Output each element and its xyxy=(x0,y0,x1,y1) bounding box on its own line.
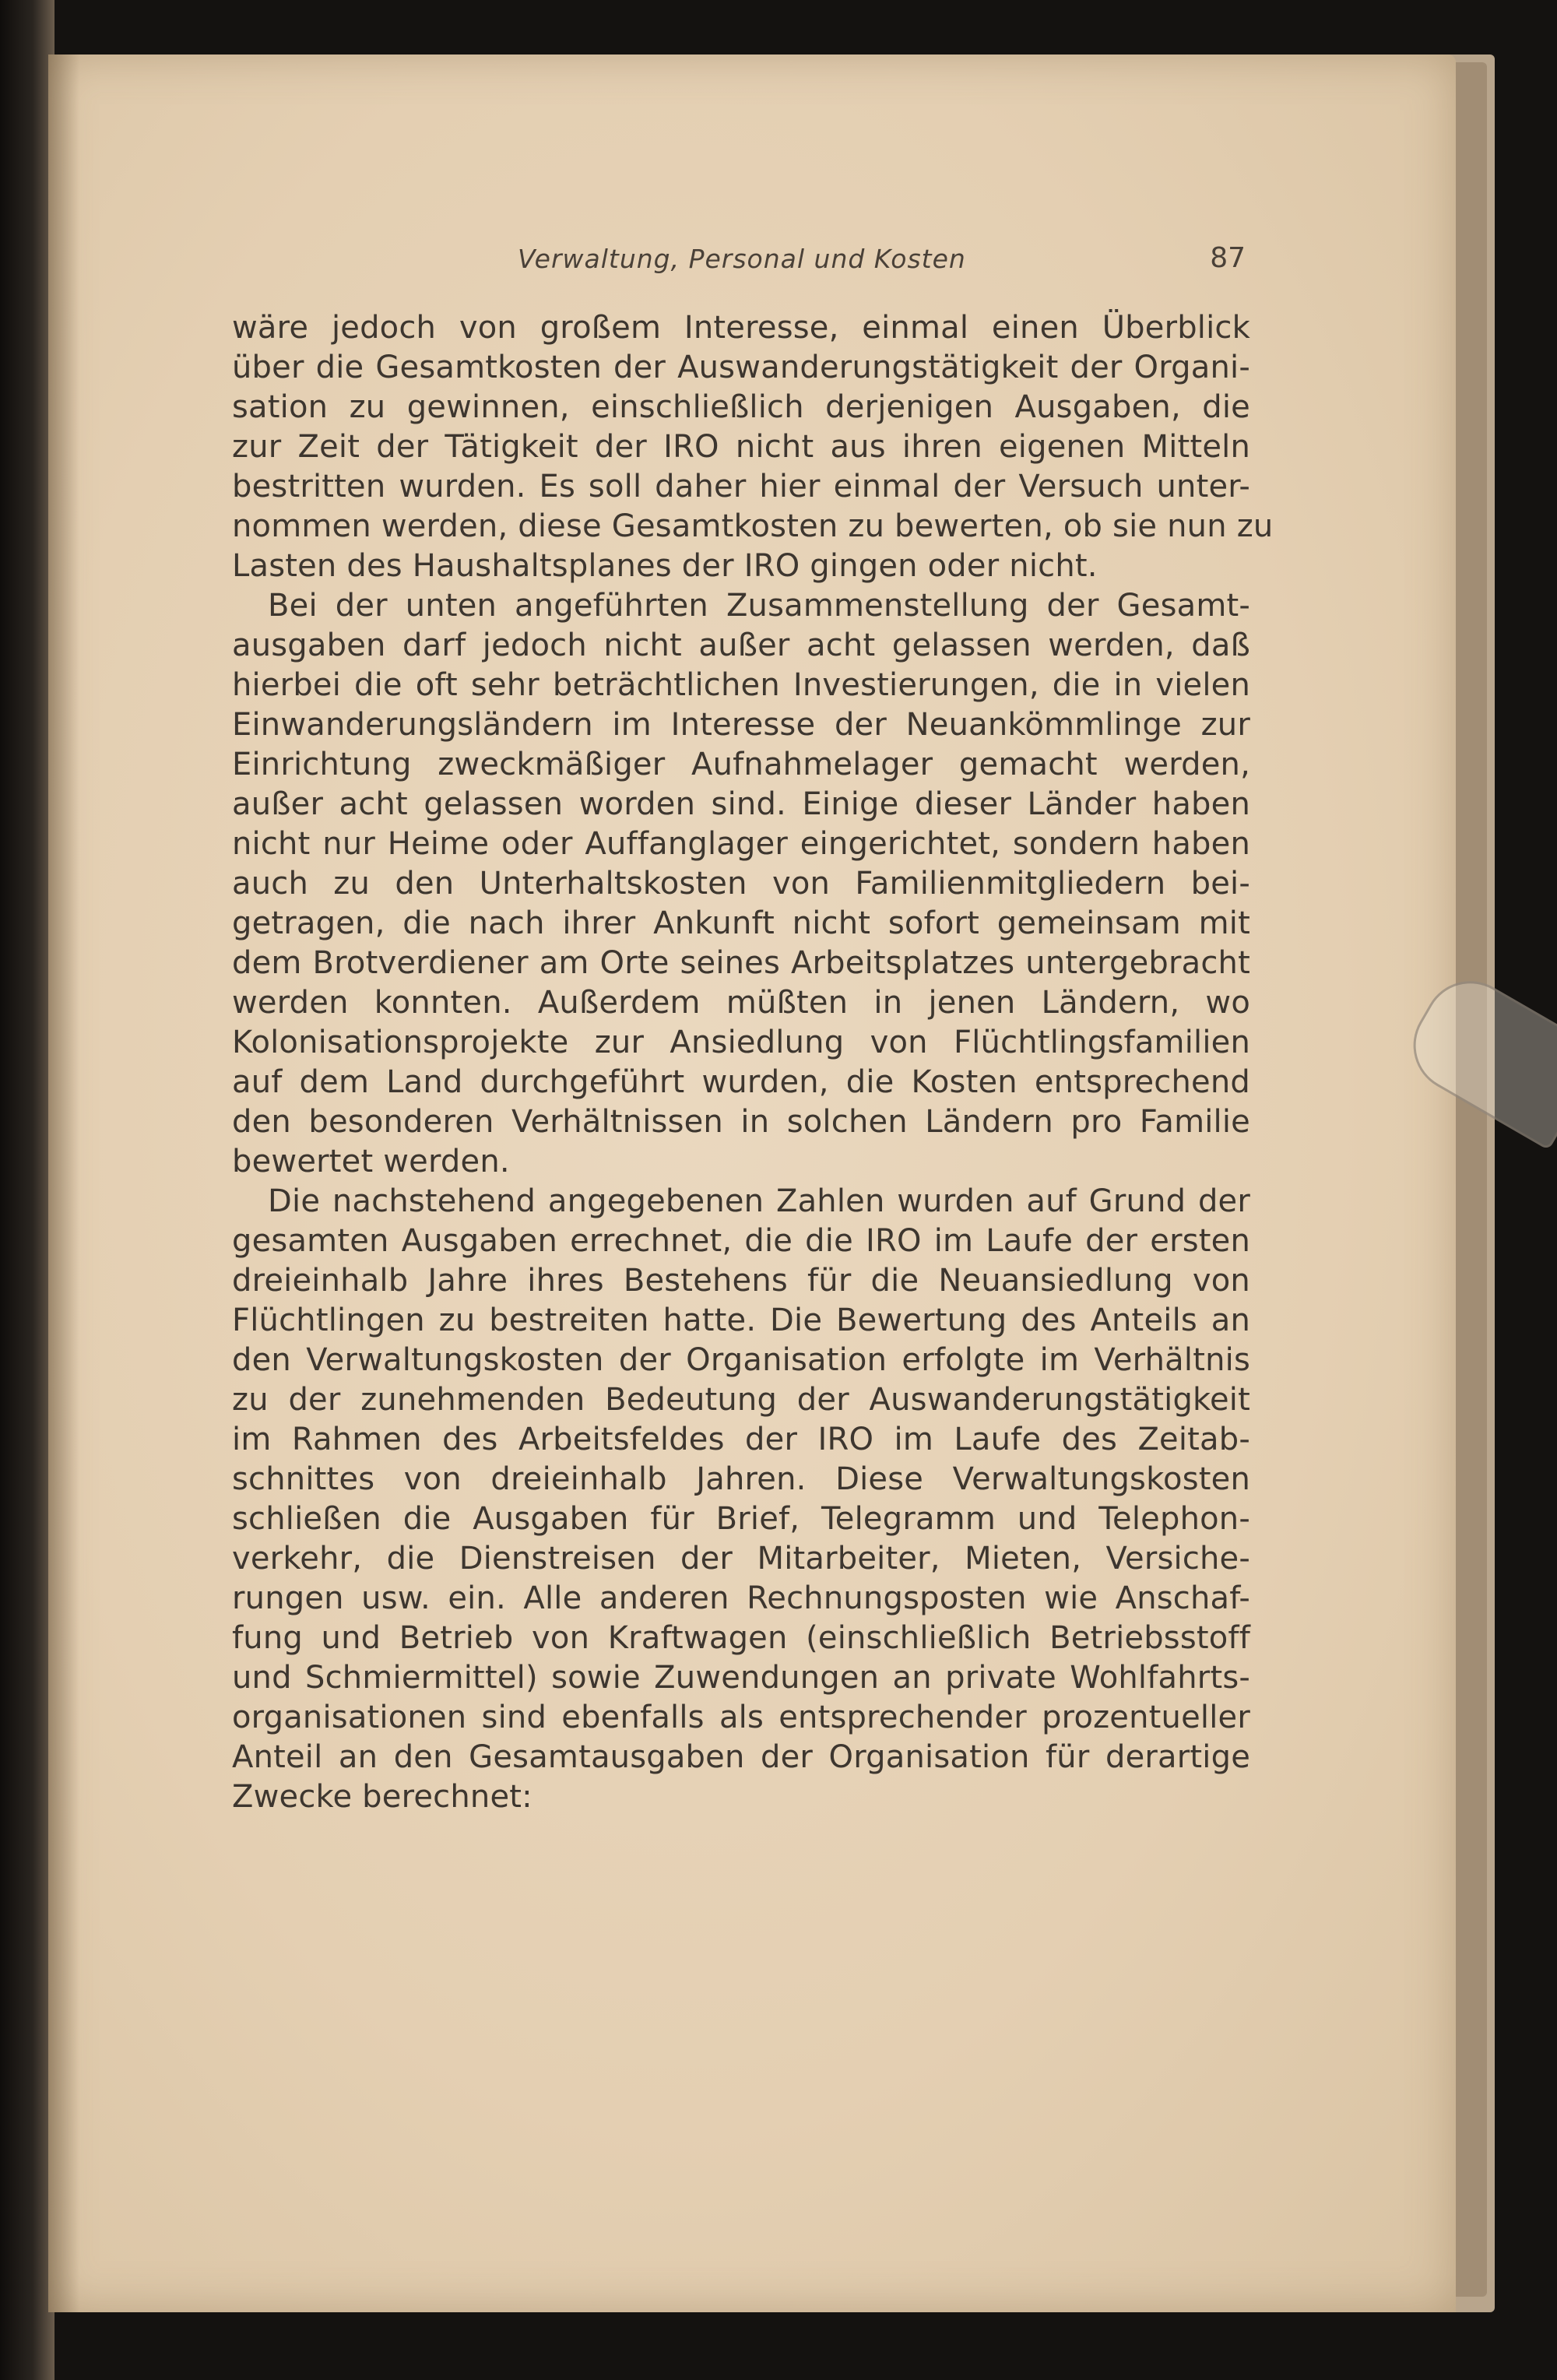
text-line: Zwecke berechnet: xyxy=(232,1779,532,1815)
text-line: Einwanderungsländern im Interesse der Neuankömmlinge zur xyxy=(232,707,1250,743)
text-line: Kolonisationsprojekte zur Ansiedlung von Flüchtlingsfamilien xyxy=(232,1025,1250,1060)
text-line: über die Gesamtkosten der Auswanderungstätigkeit der Organi- xyxy=(232,350,1250,385)
text-line: werden konnten. Außerdem müßten in jenen Ländern, wo xyxy=(232,985,1250,1021)
text-line: bewertet werden. xyxy=(232,1144,510,1179)
text-line: getragen, die nach ihrer Ankunft nicht sofort gemeinsam mit xyxy=(232,905,1250,941)
text-line: ausgaben darf jedoch nicht außer acht gelassen werden, daß xyxy=(232,628,1250,663)
running-title: Verwaltung, Personal und Kosten xyxy=(518,244,966,274)
text-line: und Schmiermittel) sowie Zuwendungen an private Wohlfahrts- xyxy=(232,1660,1250,1696)
text-line: fung und Betrieb von Kraftwagen (einschließlich Betriebsstoff xyxy=(232,1620,1250,1656)
text-line: außer acht gelassen worden sind. Einige dieser Länder haben xyxy=(232,786,1250,822)
page-number: 87 xyxy=(1210,242,1246,274)
text-line: Anteil an den Gesamtausgaben der Organisation für derartige xyxy=(232,1739,1250,1775)
text-line: im Rahmen des Arbeitsfeldes der IRO im Laufe des Zeitab- xyxy=(232,1422,1250,1457)
text-line: dem Brotverdiener am Orte seines Arbeitsplatzes untergebracht xyxy=(232,945,1250,981)
text-line: verkehr, die Dienstreisen der Mitarbeiter, Mieten, Versiche- xyxy=(232,1541,1250,1577)
text-line: zu der zunehmenden Bedeutung der Auswanderungstätigkeit xyxy=(232,1382,1250,1418)
text-line: dreieinhalb Jahre ihres Bestehens für die Neuansiedlung von xyxy=(232,1263,1250,1299)
text-line: den besonderen Verhältnissen in solchen Ländern pro Familie xyxy=(232,1104,1250,1140)
text-line: hierbei die oft sehr beträchtlichen Investierungen, die in vielen xyxy=(232,667,1250,703)
book-gutter xyxy=(0,0,54,2380)
text-line: nicht nur Heime oder Auffanglager eingerichtet, sondern haben xyxy=(232,826,1250,862)
text-line: den Verwaltungskosten der Organisation erfolgte im Verhältnis xyxy=(232,1342,1250,1378)
text-line: sation zu gewinnen, einschließlich derjenigen Ausgaben, die xyxy=(232,389,1250,425)
text-line: gesamten Ausgaben errechnet, die die IRO im Laufe der ersten xyxy=(232,1223,1250,1259)
spine-shadow xyxy=(48,54,79,2312)
text-line: Einrichtung zweckmäßiger Aufnahmelager gemacht werden, xyxy=(232,747,1250,782)
running-header xyxy=(234,237,1246,284)
text-line: Bei der unten angeführten Zusammenstellung der Gesamt- xyxy=(268,588,1250,624)
text-line: schnittes von dreieinhalb Jahren. Diese Verwaltungskosten xyxy=(232,1461,1250,1497)
text-line: Flüchtlingen zu bestreiten hatte. Die Bewertung des Anteils an xyxy=(232,1302,1250,1338)
text-line: auf dem Land durchgeführt wurden, die Kosten entsprechend xyxy=(232,1064,1250,1100)
text-line: bestritten wurden. Es soll daher hier einmal der Versuch unter- xyxy=(232,469,1250,504)
text-line: Die nachstehend angegebenen Zahlen wurden auf Grund der xyxy=(268,1183,1250,1219)
text-line: zur Zeit der Tätigkeit der IRO nicht aus ihren eigenen Mitteln xyxy=(232,429,1250,465)
body-text xyxy=(232,308,1274,1817)
text-line: auch zu den Unterhaltskosten von Familienmitgliedern bei- xyxy=(232,866,1250,902)
text-line: nommen werden, diese Gesamtkosten zu bewerten, ob sie nun zu xyxy=(232,508,1274,544)
text-line: Lasten des Haushaltsplanes der IRO gingen oder nicht. xyxy=(232,548,1098,584)
text-line: rungen usw. ein. Alle anderen Rechnungsposten wie Anschaf- xyxy=(232,1580,1250,1616)
text-line: wäre jedoch von großem Interesse, einmal einen Überblick xyxy=(232,310,1250,346)
text-line: schließen die Ausgaben für Brief, Telegramm und Telephon- xyxy=(232,1501,1250,1537)
text-line: organisationen sind ebenfalls als entsprechender prozentueller xyxy=(232,1700,1250,1735)
